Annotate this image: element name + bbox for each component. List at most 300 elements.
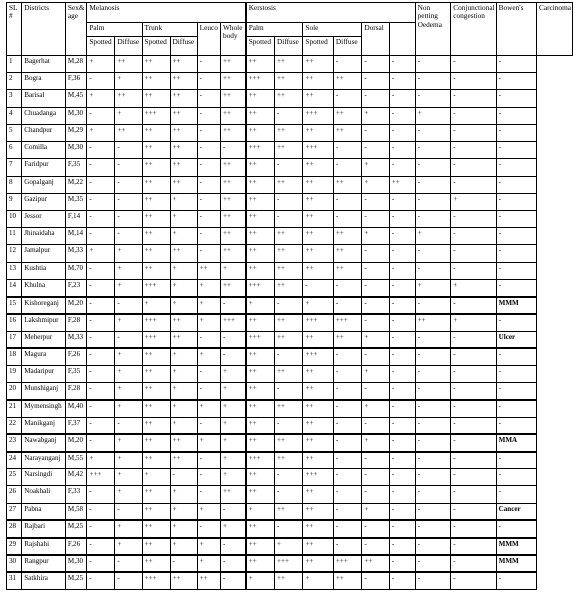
table-cell: - <box>197 107 220 124</box>
table-cell: + <box>170 383 197 400</box>
table-cell: - <box>415 262 451 279</box>
table-cell: - <box>451 572 496 589</box>
table-cell: ++ <box>275 452 303 469</box>
sl-number: 25 <box>7 469 22 486</box>
table-cell: - <box>451 452 496 469</box>
sl-number: 29 <box>7 538 22 555</box>
table-cell: ++ <box>170 452 197 469</box>
table-cell: - <box>115 297 142 314</box>
table-cell: - <box>197 469 220 486</box>
table-cell: - <box>115 193 142 210</box>
table-cell: - <box>415 520 451 537</box>
table-row <box>7 469 573 486</box>
table-cell: ++ <box>115 124 142 141</box>
table-cell: - <box>415 572 451 589</box>
carcinoma-value: - <box>496 365 536 382</box>
arsenicosis-findings-table <box>6 2 573 590</box>
table-cell: ++ <box>303 193 333 210</box>
table-cell: + <box>115 279 142 296</box>
table-cell: ++ <box>275 56 303 73</box>
table-cell: ++ <box>220 210 245 227</box>
table-cell: - <box>220 348 245 365</box>
table-cell: ++ <box>303 210 333 227</box>
sl-number: 13 <box>7 262 22 279</box>
sex-age-value: F,35 <box>65 365 86 382</box>
table-cell: - <box>87 193 115 210</box>
table-header <box>7 3 573 56</box>
table-cell: + <box>170 262 197 279</box>
header-bowens: Bowen's <box>496 3 536 56</box>
carcinoma-value: Cancer <box>496 503 536 520</box>
table-row <box>7 73 573 90</box>
table-cell: ++ <box>142 56 170 73</box>
sl-number: 15 <box>7 297 22 314</box>
table-cell: - <box>389 452 415 469</box>
district-name: Jhinaidaha <box>22 228 66 245</box>
table-cell: - <box>415 383 451 400</box>
table-cell: - <box>87 314 115 331</box>
table-cell: +++ <box>246 279 275 296</box>
table-row <box>7 262 573 279</box>
table-cell: - <box>197 417 220 434</box>
table-cell: ++ <box>220 193 245 210</box>
district-name: Rajbari <box>22 520 66 537</box>
carcinoma-value: - <box>496 56 536 73</box>
table-cell: - <box>451 555 496 572</box>
table-row <box>7 314 573 331</box>
sex-age-value: F,36 <box>65 73 86 90</box>
table-cell: + <box>197 348 220 365</box>
district-name: Munshiganj <box>22 383 66 400</box>
table-cell: ++ <box>333 262 361 279</box>
table-cell: + <box>415 107 451 124</box>
table-cell: - <box>362 90 390 107</box>
table-cell: - <box>389 73 415 90</box>
table-row <box>7 245 573 262</box>
table-cell: - <box>389 142 415 159</box>
sl-number: 12 <box>7 245 22 262</box>
table-cell: + <box>87 56 115 73</box>
table-cell: - <box>197 520 220 537</box>
table-cell: - <box>389 400 415 417</box>
table-cell: + <box>115 469 142 486</box>
table-cell: + <box>170 228 197 245</box>
table-cell: - <box>362 124 390 141</box>
table-cell: + <box>220 452 245 469</box>
table-cell: - <box>333 297 361 314</box>
table-cell: ++ <box>246 107 275 124</box>
table-cell: - <box>451 348 496 365</box>
table-cell: ++ <box>220 107 245 124</box>
sl-number: 2 <box>7 73 22 90</box>
table-cell: - <box>303 279 333 296</box>
table-cell: - <box>87 520 115 537</box>
table-cell: - <box>415 555 451 572</box>
sl-number: 14 <box>7 279 22 296</box>
table-cell: ++ <box>333 176 361 193</box>
table-cell: ++ <box>170 73 197 90</box>
sl-number: 1 <box>7 56 22 73</box>
table-cell: + <box>115 538 142 555</box>
table-cell: ++ <box>246 365 275 382</box>
header-melanosis-palm: Palm <box>87 23 142 37</box>
table-cell: + <box>362 365 390 382</box>
table-cell: - <box>275 417 303 434</box>
table-cell: - <box>389 538 415 555</box>
table-cell: ++ <box>170 124 197 141</box>
carcinoma-value: - <box>496 159 536 176</box>
table-cell: - <box>415 142 451 159</box>
table-cell: - <box>115 555 142 572</box>
table-cell: - <box>451 245 496 262</box>
sex-age-value: M,33 <box>65 331 86 348</box>
table-cell: - <box>220 142 245 159</box>
table-cell: - <box>197 56 220 73</box>
table-cell: + <box>115 383 142 400</box>
table-cell: - <box>451 503 496 520</box>
table-cell: - <box>115 142 142 159</box>
table-row <box>7 107 573 124</box>
table-cell: ++ <box>333 228 361 245</box>
table-cell: + <box>197 538 220 555</box>
table-cell: ++ <box>246 314 275 331</box>
table-row <box>7 417 573 434</box>
table-cell: - <box>333 417 361 434</box>
header-diffuse: Diffuse <box>170 37 197 56</box>
table-cell: - <box>333 348 361 365</box>
sl-number: 11 <box>7 228 22 245</box>
table-cell: - <box>87 73 115 90</box>
table-cell: + <box>115 262 142 279</box>
table-cell: +++ <box>303 142 333 159</box>
table-cell: - <box>451 56 496 73</box>
carcinoma-value: - <box>496 245 536 262</box>
table-cell: - <box>451 383 496 400</box>
sex-age-value: M,35 <box>65 193 86 210</box>
table-cell: - <box>415 193 451 210</box>
table-cell: ++ <box>303 434 333 451</box>
table-cell: ++ <box>303 417 333 434</box>
table-cell: + <box>197 555 220 572</box>
table-cell: + <box>220 383 245 400</box>
sl-number: 5 <box>7 124 22 141</box>
district-name: Satkhira <box>22 572 66 589</box>
table-cell: +++ <box>333 314 361 331</box>
table-cell: - <box>115 503 142 520</box>
header-carcinoma: Carcinoma <box>536 3 572 56</box>
district-name: Gopalganj <box>22 176 66 193</box>
table-cell: - <box>451 124 496 141</box>
district-name: Gazipur <box>22 193 66 210</box>
table-cell: ++ <box>275 503 303 520</box>
table-cell: - <box>87 348 115 365</box>
table-cell: - <box>220 503 245 520</box>
table-cell: ++ <box>389 176 415 193</box>
table-cell: - <box>87 434 115 451</box>
table-cell: ++ <box>220 486 245 503</box>
table-cell: - <box>115 176 142 193</box>
table-cell: +++ <box>87 469 115 486</box>
table-cell: + <box>170 279 197 296</box>
table-cell: + <box>142 297 170 314</box>
table-cell: - <box>87 365 115 382</box>
table-cell: - <box>275 159 303 176</box>
table-cell: ++ <box>303 262 333 279</box>
table-cell: - <box>87 176 115 193</box>
table-cell: - <box>389 417 415 434</box>
table-cell: - <box>197 486 220 503</box>
district-name: Jessor <box>22 210 66 227</box>
table-cell: - <box>389 159 415 176</box>
table-cell: - <box>87 503 115 520</box>
table-cell: - <box>197 331 220 348</box>
sl-number: 28 <box>7 520 22 537</box>
table-row <box>7 434 573 451</box>
table-cell: ++ <box>275 228 303 245</box>
table-cell: - <box>333 279 361 296</box>
table-cell: ++ <box>220 124 245 141</box>
table-cell: - <box>415 90 451 107</box>
table-cell: + <box>415 228 451 245</box>
table-cell: ++ <box>246 124 275 141</box>
carcinoma-value: - <box>496 279 536 296</box>
table-cell: + <box>115 520 142 537</box>
table-cell: - <box>115 572 142 589</box>
table-cell: ++ <box>275 314 303 331</box>
table-cell: ++ <box>275 572 303 589</box>
carcinoma-value: MMM <box>496 538 536 555</box>
table-cell: ++ <box>303 452 333 469</box>
table-row <box>7 331 573 348</box>
table-cell: - <box>415 365 451 382</box>
table-cell: - <box>275 348 303 365</box>
sl-number: 10 <box>7 210 22 227</box>
table-cell: - <box>362 142 390 159</box>
table-cell: - <box>220 572 245 589</box>
table-cell: - <box>415 297 451 314</box>
district-name: Lakshmipur <box>22 314 66 331</box>
table-cell: + <box>197 279 220 296</box>
table-cell: + <box>115 107 142 124</box>
table-cell: - <box>197 176 220 193</box>
table-cell: ++ <box>170 176 197 193</box>
table-row <box>7 124 573 141</box>
table-cell: ++ <box>142 486 170 503</box>
table-cell: ++ <box>142 503 170 520</box>
table-cell: - <box>415 176 451 193</box>
table-cell: - <box>87 331 115 348</box>
district-name: Bagerhat <box>22 56 66 73</box>
table-cell: - <box>362 417 390 434</box>
table-cell: - <box>87 228 115 245</box>
table-cell: - <box>275 486 303 503</box>
table-cell: ++ <box>220 56 245 73</box>
district-name: Rajshahi <box>22 538 66 555</box>
table-row <box>7 348 573 365</box>
table-cell: - <box>220 297 245 314</box>
table-cell: + <box>197 503 220 520</box>
sl-number: 18 <box>7 348 22 365</box>
header-non-pitting-oedema: Non petting Oedema <box>415 3 451 56</box>
district-name: Barisal <box>22 90 66 107</box>
table-cell: - <box>220 331 245 348</box>
sl-number: 19 <box>7 365 22 382</box>
table-cell: ++ <box>246 176 275 193</box>
table-cell: ++ <box>246 434 275 451</box>
table-cell: - <box>389 572 415 589</box>
table-cell: - <box>389 434 415 451</box>
carcinoma-value: - <box>496 348 536 365</box>
carcinoma-value: - <box>496 124 536 141</box>
table-cell: +++ <box>246 331 275 348</box>
table-cell: + <box>220 417 245 434</box>
carcinoma-value: - <box>496 193 536 210</box>
table-cell: - <box>275 520 303 537</box>
table-cell: +++ <box>246 452 275 469</box>
table-cell: + <box>220 365 245 382</box>
table-cell: + <box>451 314 496 331</box>
carcinoma-value: - <box>496 107 536 124</box>
header-keratosis-sole: Sole <box>303 23 362 37</box>
sl-number: 6 <box>7 142 22 159</box>
table-cell: - <box>87 400 115 417</box>
table-cell: + <box>220 400 245 417</box>
table-cell: - <box>389 365 415 382</box>
header-diffuse: Diffuse <box>333 37 361 56</box>
table-cell: ++ <box>142 142 170 159</box>
table-cell: - <box>389 297 415 314</box>
table-cell: ++ <box>303 90 333 107</box>
table-cell: - <box>362 383 390 400</box>
district-name: Noakhali <box>22 486 66 503</box>
header-spotted: Spotted <box>246 37 275 56</box>
table-cell: ++ <box>142 73 170 90</box>
table-cell: - <box>415 331 451 348</box>
table-cell: ++ <box>170 245 197 262</box>
sex-age-value: M,29 <box>65 124 86 141</box>
table-cell: ++ <box>275 279 303 296</box>
table-cell: ++ <box>275 73 303 90</box>
table-cell: + <box>220 469 245 486</box>
table-cell: +++ <box>142 107 170 124</box>
table-cell: - <box>362 520 390 537</box>
table-cell: +++ <box>142 314 170 331</box>
sex-age-value: M,42 <box>65 469 86 486</box>
sex-age-value: M,55 <box>65 452 86 469</box>
table-cell: ++ <box>246 159 275 176</box>
table-cell: - <box>451 417 496 434</box>
table-cell: +++ <box>220 314 245 331</box>
table-cell: ++ <box>142 348 170 365</box>
table-cell: - <box>362 469 390 486</box>
header-districts: Districts <box>22 3 66 56</box>
district-name: Meherpur <box>22 331 66 348</box>
table-cell: - <box>389 107 415 124</box>
district-name: Narsingdi <box>22 469 66 486</box>
table-cell: ++ <box>142 417 170 434</box>
header-diffuse: Diffuse <box>115 37 142 56</box>
table-cell: + <box>170 297 197 314</box>
header-dorsal: Dorsal <box>362 23 390 56</box>
table-cell: - <box>333 538 361 555</box>
sex-age-value: F,26 <box>65 348 86 365</box>
table-cell: ++ <box>115 56 142 73</box>
table-cell: ++ <box>333 107 361 124</box>
table-cell: ++ <box>303 503 333 520</box>
table-cell: ++ <box>220 73 245 90</box>
table-cell: - <box>415 210 451 227</box>
sex-age-value: F,28 <box>65 383 86 400</box>
table-cell: - <box>87 572 115 589</box>
sl-number: 16 <box>7 314 22 331</box>
carcinoma-value: - <box>496 262 536 279</box>
table-cell: - <box>333 469 361 486</box>
table-cell: - <box>87 538 115 555</box>
table-cell: ++ <box>142 262 170 279</box>
table-cell: ++ <box>142 176 170 193</box>
table-cell: - <box>389 469 415 486</box>
table-cell: ++ <box>170 56 197 73</box>
sex-age-value: M,22 <box>65 176 86 193</box>
table-body <box>7 56 573 590</box>
table-cell: - <box>389 124 415 141</box>
sex-age-value: M,20 <box>65 434 86 451</box>
table-row <box>7 400 573 417</box>
table-cell: + <box>362 159 390 176</box>
table-cell: ++ <box>303 73 333 90</box>
table-cell: ++ <box>275 262 303 279</box>
table-cell: - <box>275 297 303 314</box>
sl-number: 24 <box>7 452 22 469</box>
carcinoma-value: - <box>496 452 536 469</box>
district-name: Manikganj <box>22 417 66 434</box>
table-cell: - <box>451 434 496 451</box>
sl-number: 4 <box>7 107 22 124</box>
table-cell: - <box>362 452 390 469</box>
sl-number: 23 <box>7 434 22 451</box>
table-cell: ++ <box>246 348 275 365</box>
table-cell: ++ <box>246 555 275 572</box>
table-cell: ++ <box>303 486 333 503</box>
table-cell: ++ <box>303 124 333 141</box>
table-cell: - <box>389 348 415 365</box>
table-cell: ++ <box>333 124 361 141</box>
table-row <box>7 538 573 555</box>
table-cell: - <box>451 469 496 486</box>
table-cell: ++ <box>246 262 275 279</box>
table-cell: - <box>451 262 496 279</box>
sex-age-value: M,25 <box>65 520 86 537</box>
table-cell: + <box>275 538 303 555</box>
carcinoma-value: - <box>496 314 536 331</box>
table-cell: - <box>333 159 361 176</box>
table-cell: - <box>389 56 415 73</box>
table-cell: ++ <box>275 331 303 348</box>
table-cell: + <box>303 297 333 314</box>
table-cell: + <box>115 314 142 331</box>
table-cell: - <box>333 503 361 520</box>
table-cell: +++ <box>303 107 333 124</box>
table-cell: - <box>362 56 390 73</box>
district-name: Jamalpur <box>22 245 66 262</box>
table-cell: +++ <box>246 142 275 159</box>
table-cell: ++ <box>246 56 275 73</box>
table-cell: - <box>275 383 303 400</box>
table-cell: - <box>333 90 361 107</box>
table-cell: + <box>362 107 390 124</box>
table-cell: + <box>115 245 142 262</box>
table-row <box>7 159 573 176</box>
